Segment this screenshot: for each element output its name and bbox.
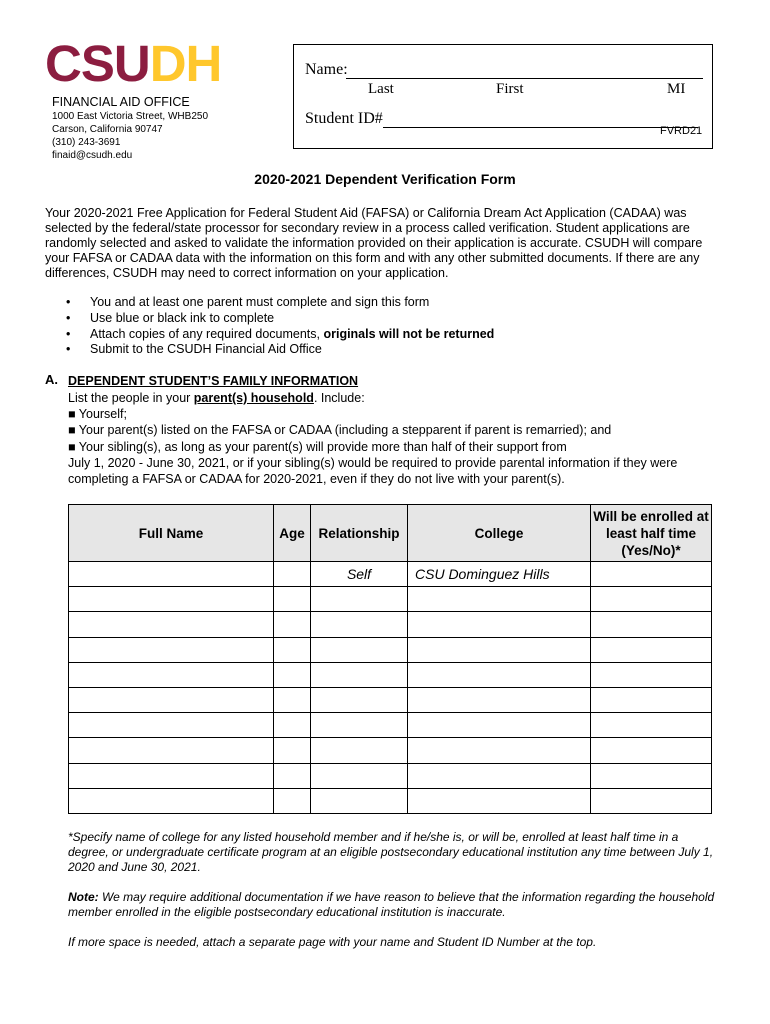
cell-full-name[interactable] <box>69 713 274 738</box>
instruction-list <box>64 295 494 358</box>
cell-relationship: Self <box>311 562 408 587</box>
form-code: FVRD21 <box>660 125 703 137</box>
table-row <box>69 788 712 813</box>
instruction-item: • Attach copies of any required documents, originals will not be returned <box>64 327 494 343</box>
cell-age[interactable] <box>274 637 311 662</box>
cell-enrolled[interactable] <box>591 637 712 662</box>
table-row <box>69 713 712 738</box>
cell-college[interactable] <box>408 612 591 637</box>
col-age: Age <box>274 505 311 562</box>
cell-college[interactable] <box>408 587 591 612</box>
section-a-letter: A. <box>45 372 58 387</box>
cell-full-name[interactable] <box>69 612 274 637</box>
table-row <box>69 662 712 687</box>
cell-relationship[interactable] <box>311 612 408 637</box>
table-row <box>69 612 712 637</box>
table-header-row <box>69 505 712 562</box>
cell-college: CSU Dominguez Hills <box>408 562 591 587</box>
instruction-item: • You and at least one parent must complete and sign this form <box>64 295 494 311</box>
name-field[interactable] <box>346 78 703 79</box>
cell-college[interactable] <box>408 738 591 763</box>
cell-full-name[interactable] <box>69 687 274 712</box>
cell-age[interactable] <box>274 562 311 587</box>
cell-enrolled[interactable] <box>591 587 712 612</box>
cell-full-name[interactable] <box>69 562 274 587</box>
table-row <box>69 763 712 788</box>
cell-relationship[interactable] <box>311 662 408 687</box>
cell-age[interactable] <box>274 763 311 788</box>
instruction-item: • Submit to the CSUDH Financial Aid Office <box>64 342 494 358</box>
table-row <box>69 562 712 587</box>
cell-full-name[interactable] <box>69 788 274 813</box>
form-title: 2020-2021 Dependent Verification Form <box>254 171 516 187</box>
cell-relationship[interactable] <box>311 587 408 612</box>
cell-relationship[interactable] <box>311 713 408 738</box>
col-full-name: Full Name <box>69 505 274 562</box>
cell-college[interactable] <box>408 637 591 662</box>
cell-relationship[interactable] <box>311 763 408 788</box>
cell-relationship[interactable] <box>311 788 408 813</box>
cell-relationship[interactable] <box>311 687 408 712</box>
section-a-title: DEPENDENT STUDENT’S FAMILY INFORMATION <box>68 374 359 388</box>
cell-enrolled[interactable] <box>591 612 712 637</box>
cell-age[interactable] <box>274 788 311 813</box>
cell-full-name[interactable] <box>69 662 274 687</box>
cell-full-name[interactable] <box>69 738 274 763</box>
name-label: Name: <box>305 61 348 78</box>
cell-relationship[interactable] <box>311 637 408 662</box>
cell-college[interactable] <box>408 788 591 813</box>
table-row <box>69 687 712 712</box>
household-table <box>68 504 712 814</box>
cell-enrolled[interactable] <box>591 763 712 788</box>
csudh-logo: CSUDH <box>45 35 222 92</box>
more-space-note: If more space is needed, attach a separate page with your name and Student ID Number at the top. <box>68 935 597 949</box>
cell-age[interactable] <box>274 713 311 738</box>
cell-enrolled[interactable] <box>591 687 712 712</box>
office-address: 1000 East Victoria Street, WHB250 Carson, California 90747 (310) 243-3691 finaid@csudh.edu <box>52 111 209 161</box>
student-id-label: Student ID# <box>305 110 383 127</box>
table-row <box>69 587 712 612</box>
cell-age[interactable] <box>274 738 311 763</box>
cell-full-name[interactable] <box>69 763 274 788</box>
col-relationship: Relationship <box>311 505 408 562</box>
last-name-caption: Last <box>368 81 394 97</box>
documentation-note: Note: We may require additional documentation if we have reason to believe that the information regarding the household member enrolled in the eligible postsecondary educational institution is inaccurate. <box>68 890 715 919</box>
cell-age[interactable] <box>274 662 311 687</box>
cell-college[interactable] <box>408 662 591 687</box>
middle-initial-caption: MI <box>667 81 686 97</box>
intro-paragraph: Your 2020-2021 Free Application for Federal Student Aid (FAFSA) or California Dream Act Application (CADAA) was selected by the federal/state processor for secondary review in a process called verification. Student applications are randomly selected and asked to validate the information provided on their application is accurate. CSUDH will compare your FAFSA or CADAA data with the information on this form and with any other submitted documents. If there are any differences, CSUDH may need to correct information on your application. <box>45 206 703 280</box>
first-name-caption: First <box>496 81 524 97</box>
cell-age[interactable] <box>274 612 311 637</box>
student-id-field[interactable] <box>383 127 698 128</box>
instruction-item: • Use blue or black ink to complete <box>64 311 494 327</box>
cell-college[interactable] <box>408 687 591 712</box>
office-name: FINANCIAL AID OFFICE <box>52 95 190 109</box>
cell-relationship[interactable] <box>311 738 408 763</box>
cell-full-name[interactable] <box>69 587 274 612</box>
cell-enrolled[interactable] <box>591 738 712 763</box>
cell-enrolled[interactable] <box>591 788 712 813</box>
cell-enrolled[interactable] <box>591 713 712 738</box>
table-row <box>69 738 712 763</box>
cell-enrolled[interactable] <box>591 562 712 587</box>
cell-full-name[interactable] <box>69 637 274 662</box>
cell-age[interactable] <box>274 687 311 712</box>
cell-college[interactable] <box>408 713 591 738</box>
col-enrolled: Will be enrolled at least half time (Yes/No)* <box>591 505 712 562</box>
cell-enrolled[interactable] <box>591 662 712 687</box>
college-footnote: *Specify name of college for any listed household member and if he/she is, or will be, enrolled at least half time in a degree, or undergraduate certificate program at an eligible postsecondary educational institution any time between July 1, 2020 and June 30, 2021. <box>68 830 714 874</box>
cell-age[interactable] <box>274 587 311 612</box>
table-row <box>69 637 712 662</box>
section-a-instructions: List the people in your parent(s) household. Include: ■ Yourself; ■ Your parent(s) listed on the FAFSA or CADAA (including a stepparent if parent is remarried); and ■ Your sibling(s), as long as your parent(s) will provide more than half of their support from July 1, 2020 - June 30, 2021, or if your sibling(s) would be required to provide parental information if they were completing a FAFSA or CADAA for 2020-2021, even if they do not live with your parent(s). <box>68 391 678 487</box>
col-college: College <box>408 505 591 562</box>
cell-college[interactable] <box>408 763 591 788</box>
